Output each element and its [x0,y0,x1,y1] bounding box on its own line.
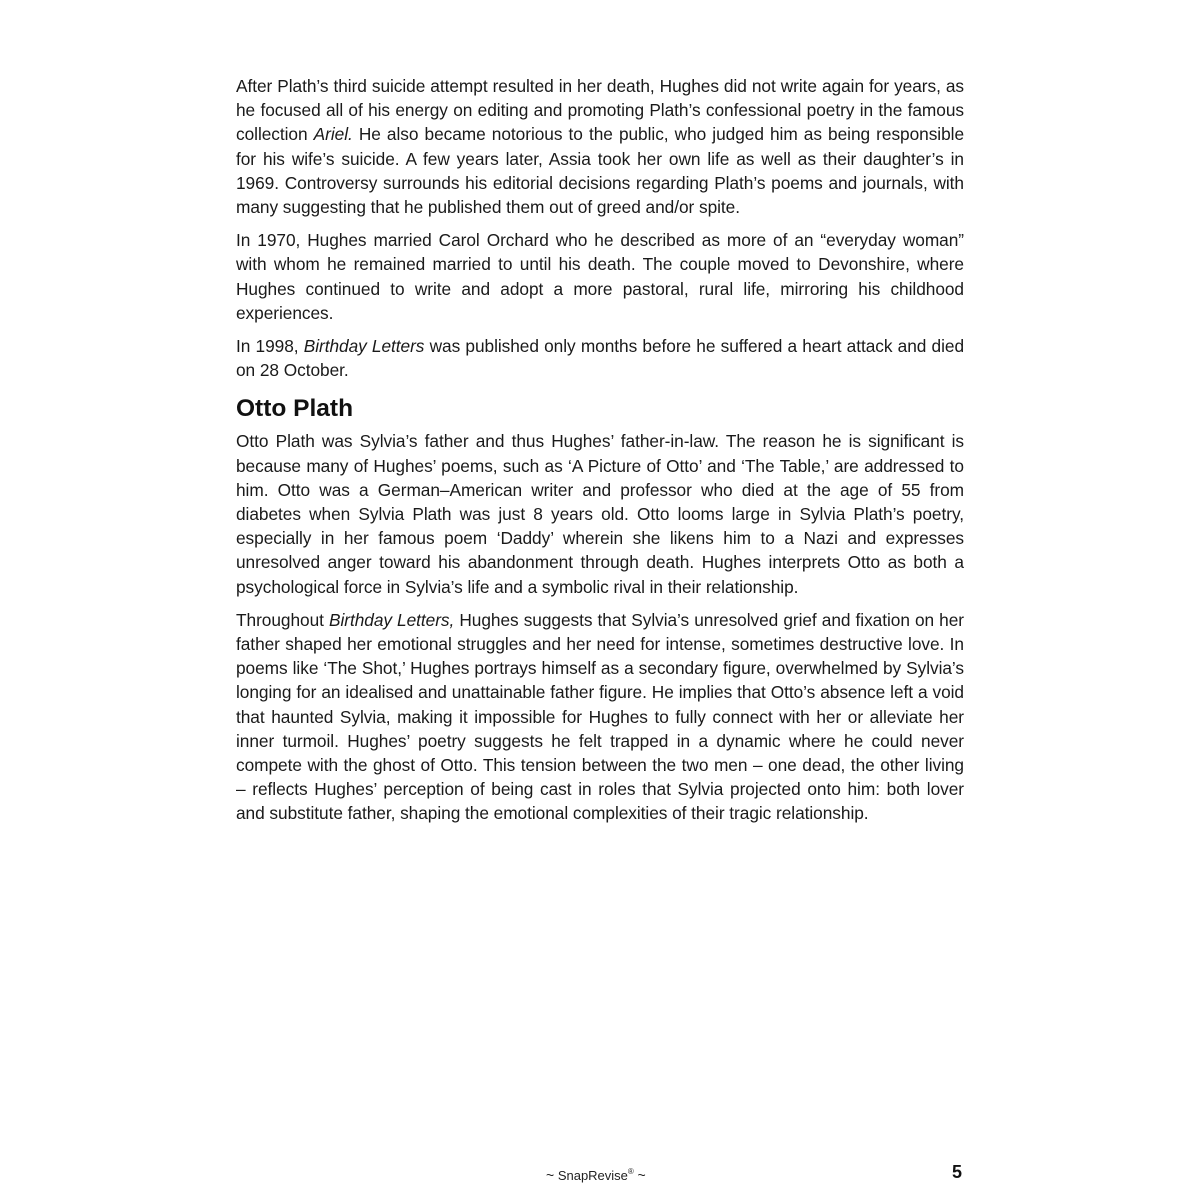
page-number: 5 [952,1162,963,1182]
book-title-birthday-letters: Birthday Letters [303,336,425,357]
book-title-birthday-letters: Birthday Letters, [328,609,455,630]
book-title-ariel: Ariel. [313,124,353,145]
text-run: In 1998, [236,336,304,357]
paragraph-hughes-after-plath-death [236,74,964,219]
tilde-ornament-right: ~ [637,1167,646,1183]
brand-name: SnapRevise [557,1168,628,1183]
page-body [236,74,964,835]
paragraph-hughes-birthday-letters [236,334,964,382]
text-run: After Plath’s third suicide attempt resulted in her death, Hughes did not write again for years, as he focused all of his energy on editing and promoting Plath’s confessional poetry in the famous collection [236,76,964,145]
section-heading-otto-plath: Otto Plath [236,395,354,423]
text-run: In 1970, Hughes married Carol Orchard who he described as more of an “everyday woman” with whom he remained married to until his death. The couple moved to Devonshire, where Hughes continued to write and adopt a more pastoral, rural life, mirroring his childhood experiences. [236,230,964,323]
paragraph-otto-birthday-letters [236,608,964,826]
footer-brand [546,1164,646,1184]
text-run: Hughes suggests that Sylvia’s unresolved grief and fixation on her father shaped her emotional struggles and her need for intense, sometimes destructive love. In poems like ‘The Shot,’ Hughes portrays himself as a secondary figure, overwhelmed by Sylvia’s longing for an idealised and unattainable father figure. He implies that Otto’s absence left a void that haunted Sylvia, making it impossible for Hughes to fully connect with her or alleviate her inner turmoil. Hughes’ poetry suggests he felt trapped in a dynamic where he could never compete with the ghost of Otto. This tension between the two men – one dead, the other living – reflects Hughes’ perception of being cast in roles that Sylvia projected onto him: both lover and substitute father, shaping the emotional complexities of their tragic relationship. [236,609,964,824]
paragraph-hughes-marriage-carol [236,228,964,325]
text-run: Throughout [236,609,329,630]
text-run: was published only months before he suffered a heart attack and died on 28 October. [236,336,965,381]
text-run: He also became notorious to the public, who judged him as being responsible for his wife’s suicide. A few years later, Assia took her own life as well as their daughter’s in 1969. Controversy surrounds his editorial decisions regarding Plath’s poems and journals, with many suggesting that he published them out of greed and/or spite. [236,124,965,218]
tilde-ornament-left: ~ [546,1167,555,1183]
registered-mark: ® [627,1167,634,1176]
page-footer [0,1160,1200,1184]
paragraph-otto-intro [236,429,964,598]
text-run: Otto Plath was Sylvia’s father and thus Hughes’ father-in-law. The reason he is significant is because many of Hughes’ poems, such as ‘A Picture of Otto’ and ‘The Table,’ are addressed to him. Otto was a German–American writer and professor who died at the age of 55 from diabetes when Sylvia Plath was just 8 years old. Otto looms large in Sylvia Plath’s poetry, especially in her famous poem ‘Daddy’ wherein she likens him to a Nazi and expresses unresolved anger toward his abandonment through death. Hughes interprets Otto as both a psychological force in Sylvia’s life and a symbolic rival in their relationship. [236,431,964,597]
